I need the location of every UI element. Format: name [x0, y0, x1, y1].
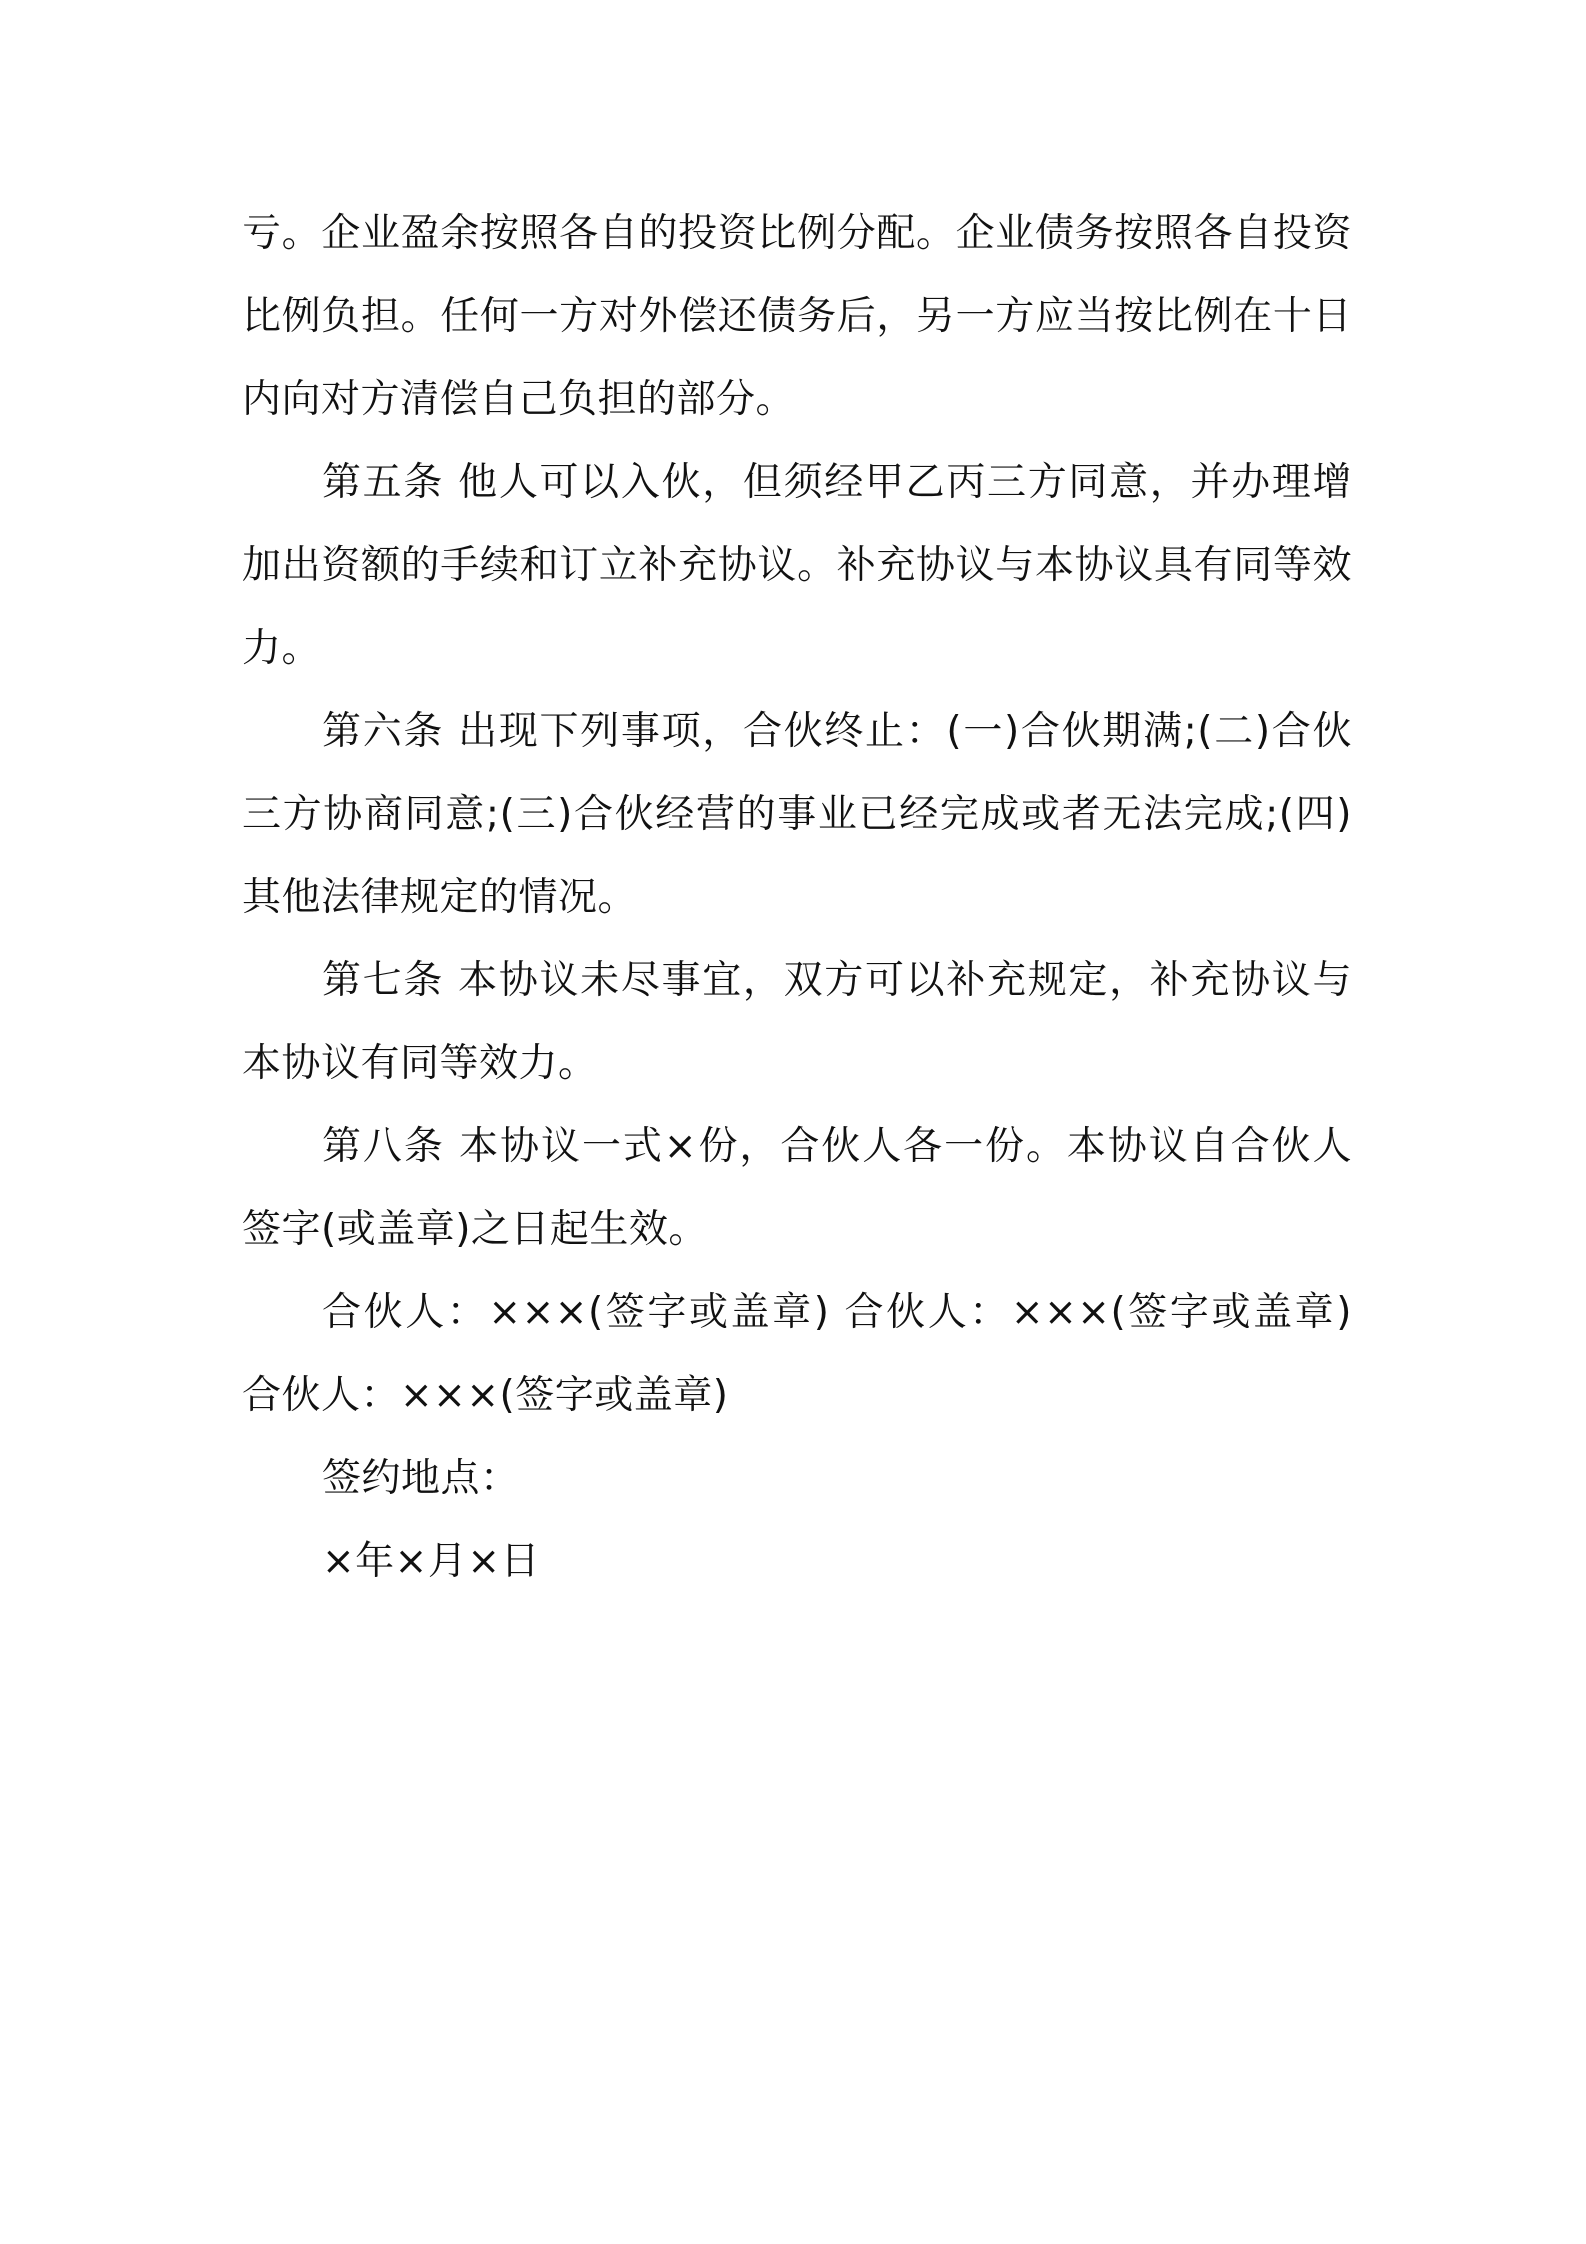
article-8-heading-line: 第八条 本协议一式×份，合伙人各一份。本协议自合伙人 — [322, 1124, 1352, 1169]
article-6-heading-line: 第六条 出现下列事项，合伙终止：(一)合伙期满;(二)合伙 — [322, 709, 1352, 754]
text-line: 三方协商同意;(三)合伙经营的事业已经完成或者无法完成;(四) — [242, 792, 1352, 837]
text-line: 比例负担。任何一方对外偿还债务后，另一方应当按比例在十日 — [242, 294, 1352, 339]
text-line: 内向对方清偿自己负担的部分。 — [242, 377, 796, 422]
text-line: 本协议有同等效力。 — [242, 1041, 598, 1086]
text-line: 其他法律规定的情况。 — [242, 875, 638, 920]
text-line: 加出资额的手续和订立补充协议。补充协议与本协议具有同等效 — [242, 543, 1352, 588]
signing-date-line: ×年×月×日 — [322, 1539, 541, 1584]
signing-place-line: 签约地点： — [322, 1456, 520, 1501]
text-line: 力。 — [242, 626, 322, 671]
partner-signature-line: 合伙人：×××(签字或盖章) 合伙人：×××(签字或盖章) — [322, 1290, 1352, 1335]
text-line: 亏。企业盈余按照各自的投资比例分配。企业债务按照各自投资 — [242, 211, 1352, 256]
text-line: 签字(或盖章)之日起生效。 — [242, 1207, 708, 1252]
document-body — [242, 192, 1352, 1603]
partner-signature-line: 合伙人：×××(签字或盖章) — [242, 1373, 729, 1418]
article-5-heading-line: 第五条 他人可以入伙，但须经甲乙丙三方同意，并办理增 — [322, 460, 1352, 505]
article-7-heading-line: 第七条 本协议未尽事宜，双方可以补充规定，补充协议与 — [322, 958, 1352, 1003]
